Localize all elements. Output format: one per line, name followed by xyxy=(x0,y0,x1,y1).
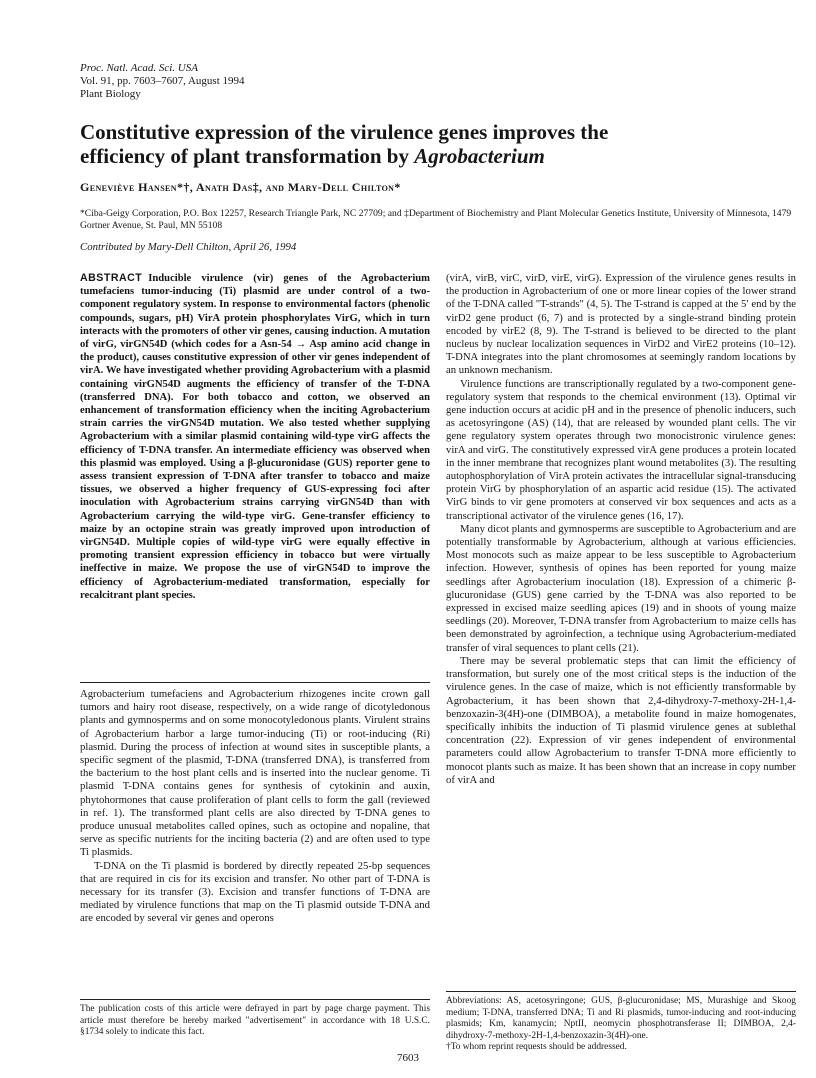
publication-divider xyxy=(80,999,430,1000)
affiliations: *Ciba-Geigy Corporation, P.O. Box 12257, Research Triangle Park, NC 27709; and ‡Department of Biochemistry and Plant Molecular Genetics Institute, University of Minnesota, 1479 Gortner Avenue, St. Paul, MN 55108 xyxy=(80,208,792,231)
reprint-footnote: †To whom reprint requests should be addressed. xyxy=(446,1042,627,1053)
abstract-label: ABSTRACT xyxy=(80,272,143,284)
body-right-column xyxy=(446,272,796,787)
volume-line: Vol. 91, pp. 7603–7607, August 1994 xyxy=(80,75,245,87)
right-paragraph-1: (virA, virB, virC, virD, virE, virG). Expression of the virulence genes results in the production in Agrobacterium of one or more linear copies of the lower strand of the T-DNA called "T-strands" (4, 5). The T-strand is capped at the 5′ end by the virD2 gene product (6, 7) and is protected by a single-strand binding protein encoded by virE2 (8, 9). The T-strand is believed to be directed to the plant nucleus by nuclear localization sequences in VirD2 and VirE2 proteins (10–12). T-DNA integrates into the plant chromosomes at seemingly random locations by an unknown mechanism. xyxy=(446,272,796,377)
publication-cost-note: The publication costs of this article were defrayed in part by page charge payment. This article must therefore be hereby marked "advertisement" in accordance with 18 U.S.C. §1734 solely to indicate this fact. xyxy=(80,1004,430,1038)
section-label: Plant Biology xyxy=(80,88,141,100)
abstract xyxy=(80,272,430,602)
page-number: 7603 xyxy=(397,1052,419,1064)
contributed-by: Contributed by Mary-Dell Chilton, April 26, 1994 xyxy=(80,241,297,253)
right-paragraph-2: Virulence functions are transcriptionally regulated by a two-component gene-regulatory system that responds to the chemical environment (13). Optimal vir gene induction occurs at acidic pH and in the presence of phenolic inducers, such as acetosyringone (AS) (14), that are released by wounded plant cells. The vir gene regulatory system operates through two monocistronic virulence genes: virA and virG. The constitutively expressed virA gene produces a protein located in the inner membrane that recognizes plant wound metabolites (3). The resulting autophosphorylation of VirA protein activates the intracellular signal-transducing protein VirG by phosphorylation of an aspartic acid residue (15). The activated VirG binds to vir gene promoters at conserved vir box sequences and acts as a transcriptional activator of the virulence genes (16, 17). xyxy=(446,377,796,522)
footnote-divider xyxy=(446,991,796,992)
abstract-divider xyxy=(80,682,430,683)
right-paragraph-3: Many dicot plants and gymnosperms are susceptible to Agrobacterium and are potentially transformable by Agrobacterium, although at various efficiencies. Most monocots such as maize appear to be less susceptible to Agrobacterium infection. However, synthesis of opines has been reported for young maize seedlings after Agrobacterium inoculation (18). Expression of a chimeric β-glucuronidase (GUS) gene carried by the T-DNA was also reported to be expressed in excised maize seedling apices (19) and in shoots of young maize seedlings (20). Moreover, T-DNA transfer from Agrobacterium to maize cells has been demonstrated by agroinfection, a technique using Agrobacterium-mediated transfer of viral sequences to plant cells (21). xyxy=(446,522,796,654)
intro-paragraph-2: T-DNA on the Ti plasmid is bordered by directly repeated 25-bp sequences that are required in cis for its excision and transfer. No other part of T-DNA is necessary for its transfer (3). Excision and transfer functions of T-DNA are mediated by virulence functions that map on the Ti plasmid outside T-DNA and are encoded by several vir genes and operons xyxy=(80,859,430,925)
title-line-1: Constitutive expression of the virulence genes improves the xyxy=(80,120,609,144)
abbreviations-text: Abbreviations: AS, acetosyringone; GUS, β-glucuronidase; MS, Murashige and Skoog medium; T-DNA, transferred DNA; Ti and Ri plasmids, tumor-inducing and root-inducing plasmids; Km, kanamycin; NptII, neomycin phosphotransferase II; DIMBOA, 2,4-dihydroxy-7-methoxy-2H-1,4-benzoxazin-3(4H)-one. xyxy=(446,996,796,1041)
abbreviations-footnote xyxy=(446,996,796,1054)
abstract-paragraph xyxy=(80,272,430,602)
abstract-text: Inducible virulence (vir) genes of the Agrobacterium tumefaciens tumor-inducing (Ti) plasmid are under control of a two-component regulatory system. In response to environmental factors (phenolic compounds, sugars, pH) VirA protein phosphorylates VirG, which in turn interacts with the promoters of other vir genes, causing induction. A mutation of virG, virGN54D (which codes for a Asn-54 → Asp amino acid change in the product), causes constitutive expression of other vir genes independent of virA. We have investigated whether providing Agrobacterium with a plasmid containing virGN54D augments the efficiency of transfer of the T-DNA (transferred DNA). For both tobacco and cotton, we observed an enhancement of transformation efficiency when the inciting Agrobacterium strain carries the virGN54D mutation. We also tested whether supplying Agrobacterium with a similar plasmid containing wild-type virG affects the efficiency of T-DNA transfer. An intermediate efficiency was observed when this plasmid was employed. Using a β-glucuronidase (GUS) reporter gene to assess transient expression of T-DNA after transfer to tobacco and maize tissues, we observed a higher frequency of GUS-expressing foci after inoculation with Agrobacterium strains carrying virGN54D than with Agrobacterium carrying the wild-type virG. Gene-transfer efficiency to maize by an octopine strain was greatly improved upon introduction of virGN54D. Multiple copies of wild-type virG were equally effective in promoting transient expression efficiency in tobacco but were virtually ineffective in maize. We propose the use of virGN54D to improve the efficiency of Agrobacterium-mediated transformation, especially for recalcitrant plant species. xyxy=(80,273,430,601)
title-line-2: efficiency of plant transformation by xyxy=(80,144,415,168)
author-list: Geneviève Hansen*†, Anath Das‡, and Mary-Dell Chilton* xyxy=(80,180,401,194)
intro-paragraph-1: Agrobacterium tumefaciens and Agrobacterium rhizogenes incite crown gall tumors and hairy root disease, respectively, on a wide range of dicotyledonous plants and gymnosperms and on some monocotyledonous plants. Virulent strains of Agrobacterium harbor a large tumor-inducing (Ti) or root-inducing (Ri) plasmid. During the process of infection at wound sites in susceptible plants, a specific segment of the plasmid, T-DNA (transferred DNA), is transferred from the bacterium to the host plant cells and is inserted into the nuclear genome. Ti plasmid T-DNA contains genes for synthesis of cytokinin and auxin, phytohormones that cause proliferation of plant cells to form the gall (reviewed in ref. 1). The transformed plant cells are also directed by T-DNA genes to produce unusual metabolites called opines, such as octopine and nopaline, that serve as specific nutrients for the inciting bacteria (2) and are often used to type Ti plasmids. xyxy=(80,688,430,859)
introduction-left xyxy=(80,688,430,926)
right-paragraph-4: There may be several problematic steps that can limit the efficiency of transformation, but surely one of the most critical steps is the induction of the virulence genes. In the case of maize, which is not efficiently transformable by Agrobacterium, it has been shown that 2,4-dihydroxy-7-methoxy-2H-1,4-benzoxazin-3(4H)-one (DIMBOA), a metabolite found in maize homogenates, specifically inhibits the induction of Ti plasmid virulence genes at sublethal concentration (22). Expression of vir genes independent of environmental parameters could allow Agrobacterium to transfer T-DNA more efficiently to monocot plants such as maize. It has been shown that an increase in copy number of virA and xyxy=(446,654,796,786)
journal-name: Proc. Natl. Acad. Sci. USA xyxy=(80,62,198,74)
title-italic: Agrobacterium xyxy=(414,144,545,168)
paper-title xyxy=(80,120,780,168)
journal-header xyxy=(80,62,380,101)
